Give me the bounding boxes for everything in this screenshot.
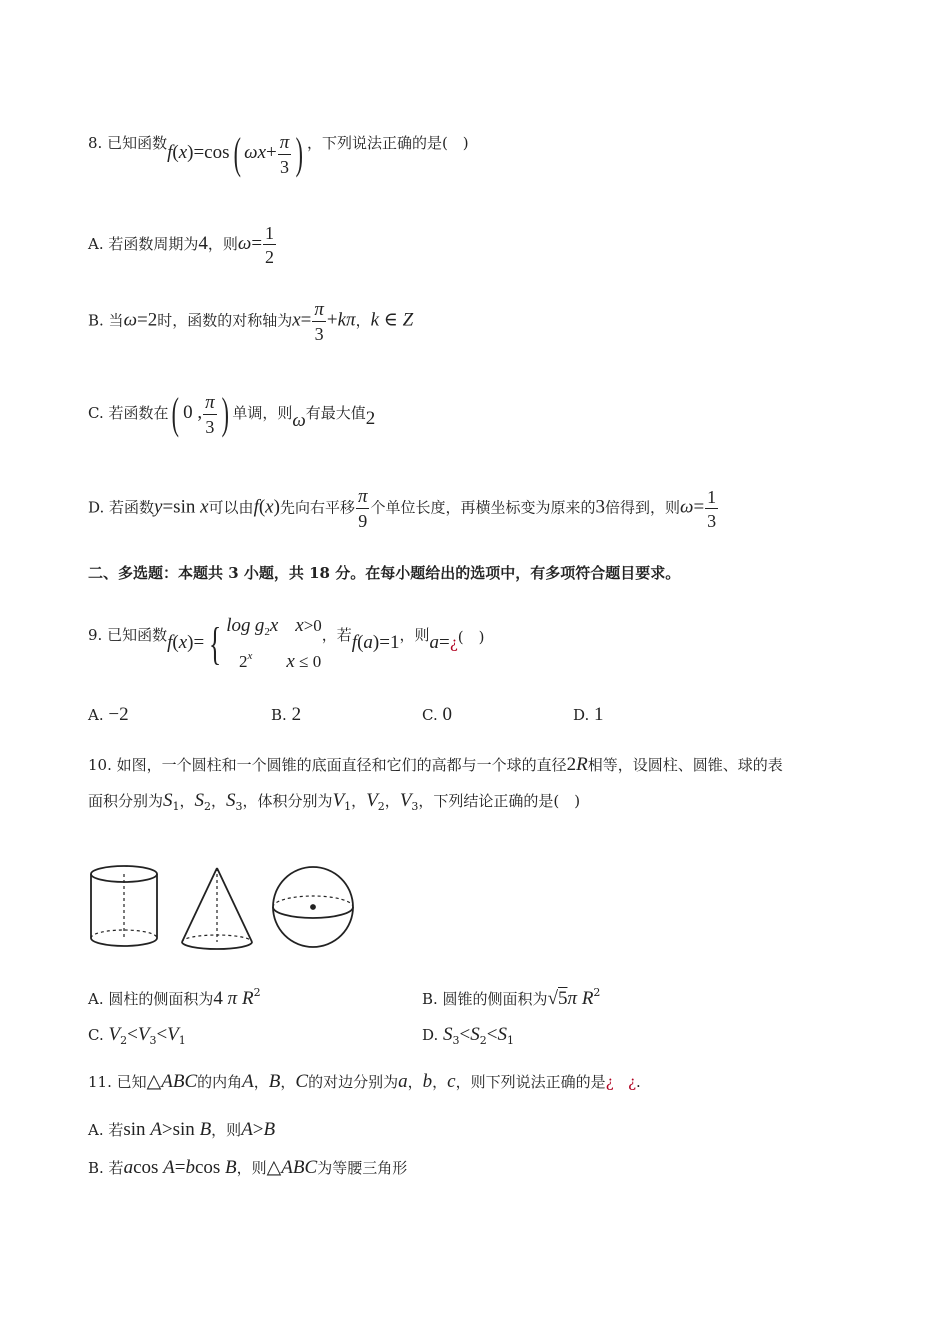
- q8-option-d: D. 若函数y=sin x可以由f(x)先向右平移 $\frac{\pi}{9}$ 个单位长度，再横坐标变为原来的3倍得到，则ω= $\frac{1}{3}$: [88, 486, 717, 531]
- q9-option-a: A. −2: [88, 704, 129, 725]
- q9-option-d: D. 1: [573, 704, 604, 725]
- sphere-shape: [273, 867, 353, 947]
- q11-option-b: B. 若acos A=bcos B，则△ABC为等腰三角形: [88, 1157, 408, 1178]
- q11-stem: 11. 已知△ABC的内角A，B，C的对边分别为a，b，c，则下列说法正确的是¿ ¿.: [88, 1071, 641, 1092]
- section-2-header: 二、多选题：本题共 3 小题，共 18 分。在每小题给出的选项中，有多项符合题目要求。: [88, 564, 681, 582]
- q10-option-d: D. $S_3<S_2<S_1$: [422, 1024, 514, 1047]
- q9-stem: 9. 已知函数f(x)= { $\log g_2x$ x>0 2$^x$ x ≤ 0，若f(a)=1，则a=¿( ): [88, 615, 485, 672]
- q11-option-a: A. 若sin A>sin B，则A>B: [88, 1119, 276, 1140]
- q10-option-a: A. 圆柱的侧面积为4 π $R^2$: [88, 986, 261, 1009]
- q10-figure: [86, 860, 358, 956]
- piecewise-cases: $\log g_2x$ x>0 2$^x$ x ≤ 0: [226, 615, 322, 672]
- q8-option-b: B. 当ω=2时，函数的对称轴为x= $\frac{\pi}{3}$ +kπ，k ∈ Z: [88, 299, 414, 344]
- q8-stem: 8. 已知函数f(x)=cos( ωx+ $\frac{\pi}{3}$ ) ，下列说法正确的是( ): [88, 129, 469, 178]
- q10-option-c: C. $V_2<V_3<V_1$: [88, 1024, 186, 1047]
- q8-option-a: A. 若函数周期为4，则ω= $\frac{1}{2}$: [88, 223, 275, 267]
- q10-option-b: B. 圆锥的侧面积为√5π $R^2$: [422, 986, 601, 1009]
- q9-option-b: B. 2: [271, 704, 302, 725]
- q10-stem-line1: 10. 如图，一个圆柱和一个圆锥的底面直径和它们的高都与一个球的直径2R相等，设圆柱、圆锥、球的表: [88, 754, 783, 775]
- cylinder-shape: [91, 866, 157, 946]
- cone-shape: [182, 868, 252, 949]
- q8-option-c: C. 若函数在( 0 , $\frac{\pi}{3}$ ) 单调，则ω有最大值2: [88, 389, 376, 438]
- q9-option-c: C. 0: [422, 704, 452, 725]
- q10-stem-line2: 面积分别为$S_1$，$S_2$，$S_3$，体积分别为$V_1$，$V_2$，$V_3$，下列结论正确的是( ): [88, 790, 581, 813]
